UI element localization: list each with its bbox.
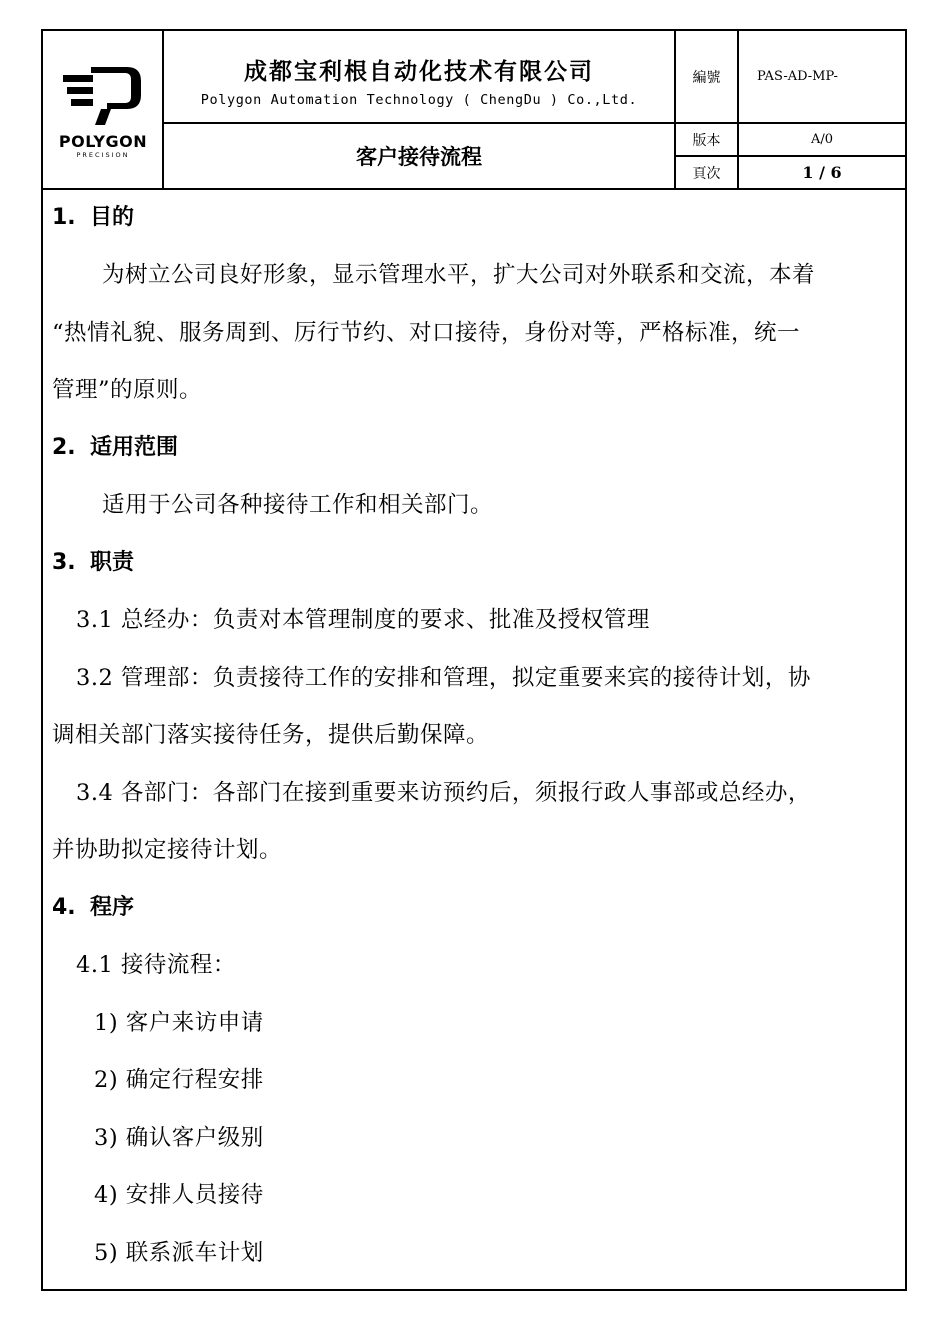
paragraph-line: 并协助拟定接待计划。 (52, 837, 283, 863)
list-item: 5) 联系派车计划 (94, 1240, 264, 1266)
section-title: 职责 (90, 550, 135, 575)
doc-title: 客户接待流程 (356, 145, 482, 169)
section-heading-purpose (52, 200, 134, 231)
doc-title-cell (164, 124, 676, 188)
company-name-cell (164, 31, 676, 124)
page-value: 1 / 6 (802, 163, 842, 182)
paragraph-line: 4.1 接待流程： (76, 952, 236, 978)
logo-wordmark: POLYGON (58, 132, 148, 151)
paragraph-line: 调相关部门落实接待任务，提供后勤保障。 (52, 722, 490, 748)
paragraph-line: 3.4 各部门：各部门在接到重要来访预约后，须报行政人事部或总经办， (76, 780, 811, 806)
company-name-en: Polygon Automation Technology ( ChengDu ) Co.,Ltd. (200, 92, 638, 108)
paragraph-line: “热情礼貌、服务周到、厉行节约、对口接待，身份对等，严格标准，统一 (52, 320, 801, 346)
section-number: 3. (52, 550, 76, 575)
section-number: 2. (52, 435, 76, 460)
section-heading-procedure (52, 890, 134, 921)
section-number: 1. (52, 205, 76, 230)
paragraph-line: 3.2 管理部：负责接待工作的安排和管理，拟定重要来宾的接待计划，协 (76, 665, 811, 691)
list-item: 2) 确定行程安排 (94, 1067, 264, 1093)
company-name-cn: 成都宝利根自动化技术有限公司 (244, 58, 594, 85)
list-item: 4) 安排人员接待 (94, 1182, 264, 1208)
list-item: 1) 客户来访申请 (94, 1010, 264, 1036)
page-label: 頁次 (676, 157, 739, 188)
section-title: 目的 (90, 205, 135, 230)
version-label: 版本 (676, 124, 739, 157)
company-logo (43, 31, 164, 188)
document-header (43, 31, 905, 190)
version-value: A/0 (739, 124, 905, 157)
paragraph-line: 为树立公司良好形象，显示管理水平，扩大公司对外联系和交流，本着 (102, 262, 816, 288)
section-title: 程序 (90, 895, 135, 920)
section-number: 4. (52, 895, 76, 920)
code-label: 編號 (676, 31, 739, 124)
document-frame (41, 29, 907, 1291)
paragraph-line: 3.1 总经办：负责对本管理制度的要求、批准及授权管理 (76, 607, 650, 633)
code-value: PAS-AD-MP- (739, 31, 905, 124)
polygon-logo-icon (61, 65, 147, 127)
section-heading-scope (52, 430, 178, 461)
paragraph-line: 适用于公司各种接待工作和相关部门。 (102, 492, 494, 518)
section-heading-duties (52, 545, 134, 576)
logo-subtitle: PRECISION (76, 151, 130, 159)
paragraph-line: 管理”的原则。 (52, 377, 203, 403)
list-item: 3) 确认客户级别 (94, 1125, 264, 1151)
section-title: 适用范围 (90, 435, 179, 460)
